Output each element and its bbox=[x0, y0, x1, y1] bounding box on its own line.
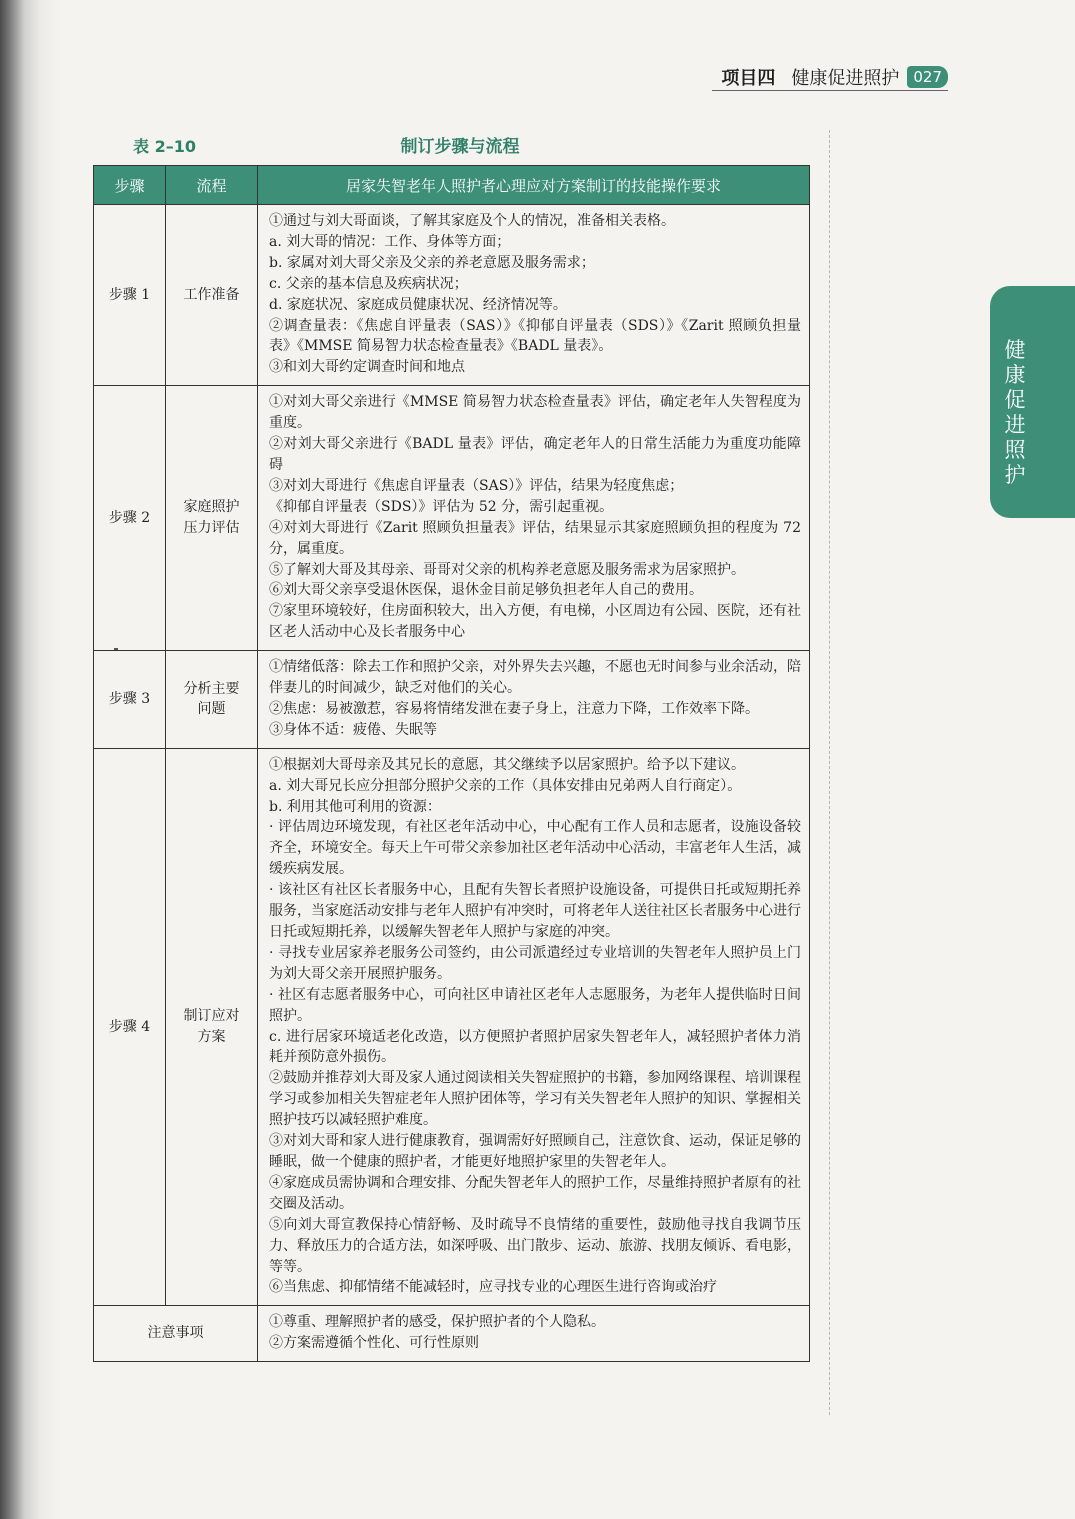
table-row bbox=[94, 386, 810, 651]
requirement-line: · 社区有志愿者服务中心，可向社区申请社区老年人志愿服务，为老年人提供临时日间照护。 bbox=[269, 986, 801, 1024]
table-header-row bbox=[94, 166, 810, 205]
process-label: 制订应对方案 bbox=[183, 1008, 240, 1046]
header-title: 健康促进照护 bbox=[791, 68, 900, 89]
steps-table bbox=[93, 165, 810, 1362]
process-cell bbox=[166, 651, 258, 749]
process-cell: 工作准备 bbox=[166, 205, 258, 386]
note-line: ②方案需遵循个性化、可行性原则 bbox=[269, 1335, 479, 1352]
requirement-line: ⑥刘大哥父亲享受退休医保，退休金目前足够负担老年人自己的费用。 bbox=[269, 582, 703, 599]
requirement-line: ①通过与刘大哥面谈，了解其家庭及个人的情况，准备相关表格。 bbox=[269, 213, 675, 229]
requirement-line: ④对刘大哥进行《Zarit 照顾负担量表》评估，结果显示其家庭照顾负担的程度为 72 分，属重度。 bbox=[269, 519, 801, 557]
requirement-line: ③对刘大哥进行《焦虑自评量表（SAS）》评估，结果为轻度焦虑； bbox=[269, 477, 684, 494]
note-line: ①尊重、理解照护者的感受，保护照护者的个人隐私。 bbox=[269, 1314, 605, 1331]
requirement-line: ①情绪低落：除去工作和照护父亲，对外界失去兴趣，不愿也无时间参与业余活动，陪伴妻儿的时间减少，缺乏对他们的关心。 bbox=[269, 659, 801, 697]
requirement-line: ④家庭成员需协调和合理安排、分配失智老年人的照护工作，尽量维持照护者原有的社交圈及活动。 bbox=[269, 1174, 801, 1212]
table-row bbox=[94, 651, 810, 749]
requirement-line: 《抑郁自评量表（SDS）》评估为 52 分，需引起重视。 bbox=[269, 498, 614, 515]
requirement-line: ③和刘大哥约定调查时间和地点 bbox=[269, 359, 465, 376]
requirement-line: ⑦家里环境较好，住房面积较大，出入方便，有电梯，小区周边有公园、医院，还有社区老人活动中心及长者服务中心 bbox=[269, 603, 801, 641]
header-section: 项目四 bbox=[721, 68, 776, 89]
notes-cell bbox=[258, 1306, 810, 1362]
notes-row bbox=[94, 1306, 810, 1362]
requirement-line: c. 父亲的基本信息及疾病状况； bbox=[269, 275, 468, 292]
requirement-line: ⑤向刘大哥宣教保持心情舒畅、及时疏导不良情绪的重要性，鼓励他寻找自我调节压力、释放压力的合适方法，如深呼吸、出门散步、运动、旅游、找朋友倾诉、看电影，等等。 bbox=[269, 1216, 801, 1275]
requirement-line: d. 家庭状况、家庭成员健康状况、经济情况等。 bbox=[269, 296, 567, 313]
process-cell bbox=[166, 748, 258, 1306]
requirement-line: ③身体不适：疲倦、失眠等 bbox=[269, 721, 437, 738]
step-cell: 步骤 3 bbox=[94, 651, 166, 749]
step-cell: 步骤 1 bbox=[94, 205, 166, 386]
side-tab-label: 健康促进照护 bbox=[1004, 338, 1026, 487]
table-row bbox=[94, 205, 810, 386]
requirement-line: ⑤了解刘大哥及其母亲、哥哥对父亲的机构养老意愿及服务需求为居家照护。 bbox=[269, 561, 745, 578]
requirements-cell bbox=[258, 748, 810, 1306]
requirement-line: ⑥当焦虑、抑郁情绪不能减轻时，应寻找专业的心理医生进行咨询或治疗 bbox=[269, 1279, 717, 1296]
requirement-line: · 该社区有社区长者服务中心，且配有失智长者照护设施设备，可提供日托或短期托养服务，当家庭活动安排与老年人照护有冲突时，可将老年人送往社区长者服务中心进行日托或短期托养，以缓解失智老年人照护与家庭的冲突。 bbox=[269, 882, 801, 940]
requirement-line: b. 家属对刘大哥父亲及父亲的养老意愿及服务需求； bbox=[269, 254, 595, 271]
requirement-line: b. 利用其他可利用的资源： bbox=[269, 798, 441, 815]
requirement-line: · 评估周边环境发现，有社区老年活动中心，中心配有工作人员和志愿者，设施设备较齐全，环境安全。每天上午可带父亲参加社区老年活动中心活动，丰富老年人生活，减缓疾病发展。 bbox=[269, 819, 801, 878]
requirements-cell bbox=[258, 205, 810, 386]
requirement-line: ②调查量表：《焦虑自评量表（SAS）》《抑郁自评量表（SDS）》《Zarit 照顾负担量表》《MMSE 简易智力状态检查量表》《BADL 量表》。 bbox=[269, 317, 801, 355]
requirement-line: ②焦虑：易被激惹，容易将情绪发泄在妻子身上，注意力下降，工作效率下降。 bbox=[269, 700, 759, 717]
requirement-line: ①根据刘大哥母亲及其兄长的意愿，其父继续予以居家照护。给予以下建议。 bbox=[269, 756, 745, 773]
table-title: 制订步骤与流程 bbox=[400, 137, 520, 157]
running-header bbox=[712, 64, 948, 90]
process-cell bbox=[166, 386, 258, 651]
requirement-line: ②对刘大哥父亲进行《BADL 量表》评估，确定老年人的日常生活能力为重度功能障碍 bbox=[269, 436, 801, 473]
step-cell: 步骤 2 bbox=[94, 386, 166, 651]
requirement-line: a. 刘大哥兄长应分担部分照护父亲的工作（具体安排由兄弟两人自行商定）。 bbox=[269, 777, 742, 794]
requirement-line: ③对刘大哥和家人进行健康教育，强调需好好照顾自己，注意饮食、运动，保证足够的睡眠，做一个健康的照护者，才能更好地照护家里的失智老年人。 bbox=[269, 1133, 801, 1170]
requirement-line: ①对刘大哥父亲进行《MMSE 简易智力状态检查量表》评估，确定老年人失智程度为重度。 bbox=[269, 394, 801, 432]
notes-label: 注意事项 bbox=[94, 1306, 258, 1362]
requirement-line: c. 进行居家环境适老化改造，以方便照护者照护居家失智老年人，减轻照护者体力消耗并预防意外损伤。 bbox=[269, 1028, 801, 1066]
column-header-requirements: 居家失智老年人照护者心理应对方案制订的技能操作要求 bbox=[258, 166, 810, 205]
process-label: 分析主要问题 bbox=[183, 680, 240, 718]
table-row bbox=[94, 748, 810, 1306]
requirement-line: a. 刘大哥的情况：工作、身体等方面； bbox=[269, 233, 511, 250]
margin-guide-line bbox=[829, 130, 830, 1415]
requirement-line: ②鼓励并推荐刘大哥及家人通过阅读相关失智症照护的书籍，参加网络课程、培训课程学习或参加相关失智症老年人照护团体等，学习有关失智老年人照护的知识、掌握相关照护技巧以减轻照护难度。 bbox=[269, 1070, 801, 1129]
step-cell: 步骤 4 bbox=[94, 748, 166, 1306]
requirements-cell bbox=[258, 386, 810, 651]
requirement-line: · 寻找专业居家养老服务公司签约，由公司派遣经过专业培训的失智老年人照护员上门为刘大哥父亲开展照护服务。 bbox=[269, 944, 801, 982]
process-label: 家庭照护压力评估 bbox=[183, 499, 240, 537]
column-header-step: 步骤 bbox=[94, 166, 166, 205]
column-header-process: 流程 bbox=[166, 166, 258, 205]
header-rule bbox=[712, 90, 948, 91]
table-number: 表 2–10 bbox=[133, 137, 196, 156]
requirements-cell bbox=[258, 651, 810, 749]
page-number: 027 bbox=[907, 66, 948, 88]
